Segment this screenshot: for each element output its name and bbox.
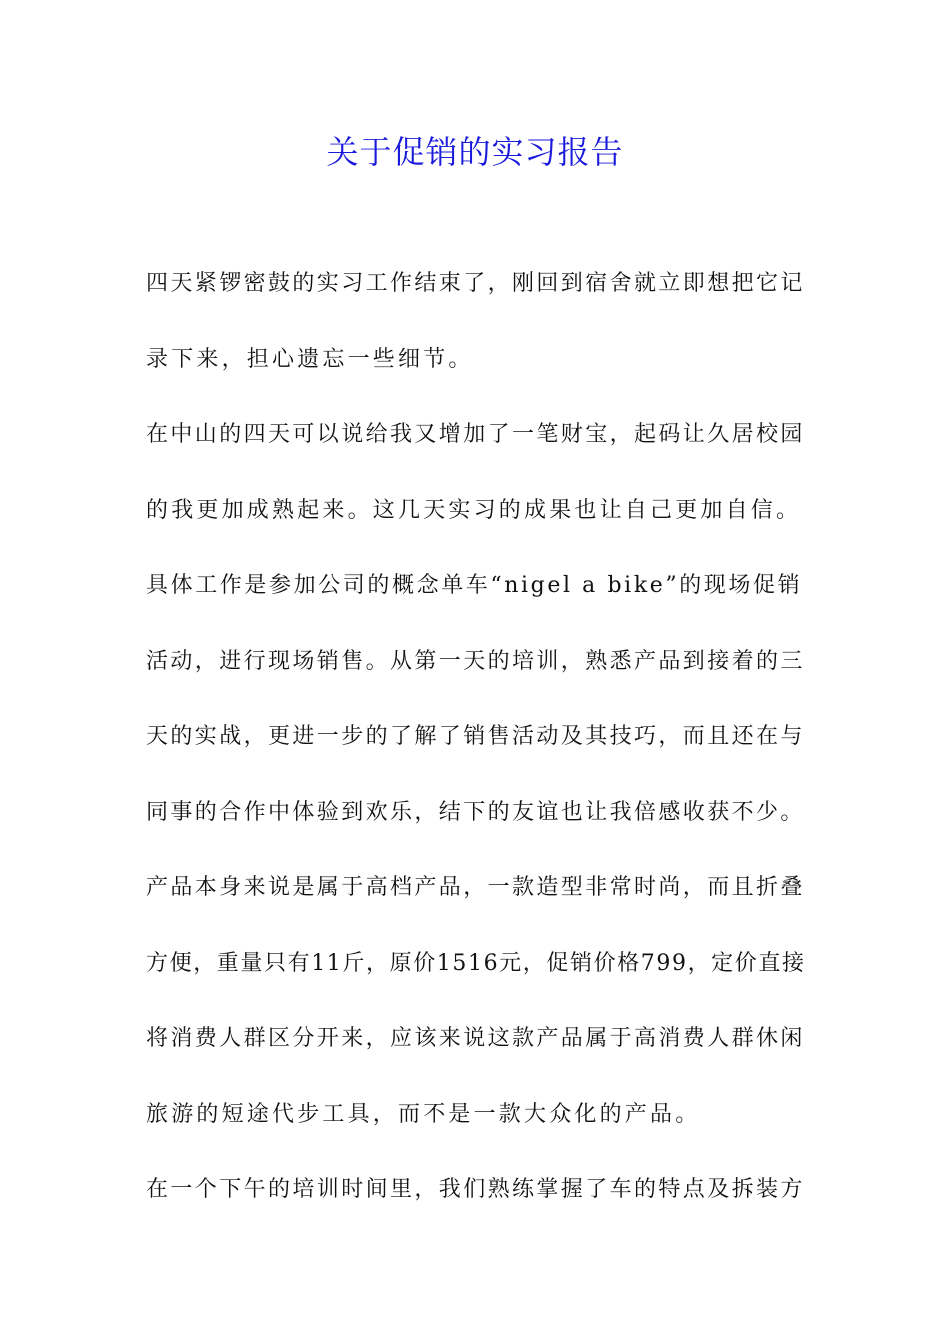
paragraph-1 — [146, 262, 806, 413]
text-line: 在中山的四天可以说给我又增加了一笔财宝，起码让久居校园 — [146, 422, 805, 447]
text-line: 旅游的短途代步工具，而不是一款大众化的产品。 — [146, 1101, 701, 1127]
text-line: 活动，进行现场销售。从第一天的培训，熟悉产品到接着的三 — [146, 648, 805, 674]
text-line: 录下来，担心遗忘一些细节。 — [146, 346, 474, 372]
text-line: 方便，重量只有11斤，原价1516元，促销价格799，定价直接 — [146, 950, 806, 976]
paragraph-2 — [146, 413, 806, 564]
text-line: 产品本身来说是属于高档产品，一款造型非常时尚，而且折叠 — [146, 875, 805, 900]
document-body — [146, 262, 806, 1244]
text-line: 的我更加成熟起来。这几天实习的成果也让自己更加自信。 — [146, 497, 802, 523]
text-line: 具体工作是参加公司的概念单车“nigel a bike”的现场促销 — [146, 573, 803, 598]
document-title: 关于促销的实习报告 — [326, 133, 624, 171]
text-line: 天的实战，更进一步的了解了销售活动及其技巧，而且还在与 — [146, 724, 805, 749]
text-line: 四天紧锣密鼓的实习工作结束了，刚回到宿舍就立即想把它记 — [146, 271, 805, 296]
paragraph-3 — [146, 564, 806, 866]
text-line: 同事的合作中体验到欢乐，结下的友谊也让我倍感收获不少。 — [146, 799, 805, 825]
paragraph-5 — [146, 1168, 806, 1244]
text-line: 将消费人群区分开来，应该来说这款产品属于高消费人群休闲 — [146, 1026, 805, 1051]
text-line: 在一个下午的培训时间里，我们熟练掌握了车的特点及拆装方 — [146, 1177, 805, 1202]
paragraph-4 — [146, 866, 806, 1168]
